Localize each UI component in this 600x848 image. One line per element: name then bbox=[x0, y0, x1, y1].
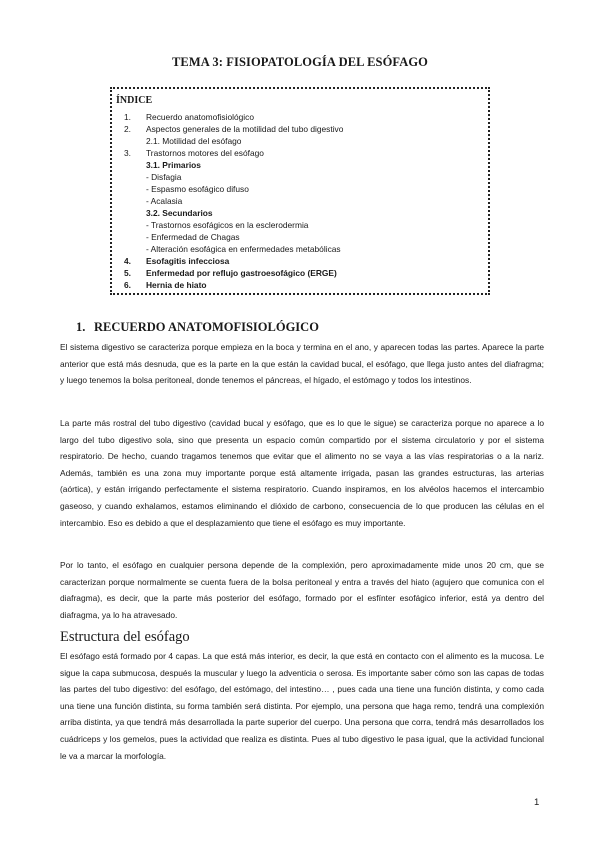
page-title: TEMA 3: FISIOPATOLOGÍA DEL ESÓFAGO bbox=[172, 55, 428, 69]
toc-item-label: Trastornos motores del esófago bbox=[146, 148, 264, 158]
toc-item-label: - Disfagia bbox=[146, 172, 182, 182]
paragraph: El sistema digestivo se caracteriza porque empieza en la boca y termina en el ano, y aparecen todas las partes. Aparece la parte anterior que está más desnuda, que es la parte en la que están la cavidad bucal, el esófago, que llega justo antes del diafragma; y luego tenemos la bolsa peritoneal, donde tenemos el páncreas, el hígado, el estómago y todos los intestinos. bbox=[60, 342, 544, 386]
paragraph: Por lo tanto, el esófago en cualquier persona depende de la complexión, pero aproximadamente mide unos 20 cm, que se caracterizan porque normalmente se cuenta fuera de la bolsa peritoneal y entra a través del hiato (agujero que comunica con el diafragma), es decir, que la parte más posterior del esófago, formado por el esfínter esofágico inferior, está ya dentro del diafragma, ya lo ha atravesado. bbox=[60, 560, 544, 620]
toc-item-label: - Enfermedad de Chagas bbox=[146, 232, 240, 242]
toc-item-label: - Alteración esofágica en enfermedades metabólicas bbox=[146, 244, 341, 254]
section-title: RECUERDO ANATOMOFISIOLÓGICO bbox=[94, 320, 319, 334]
toc-item-label: Esofagitis infecciosa bbox=[146, 256, 230, 266]
toc-item-label: - Espasmo esofágico difuso bbox=[146, 184, 249, 194]
subsection-heading: Estructura del esófago bbox=[60, 629, 190, 645]
toc-item-label: 3.2. Secundarios bbox=[146, 208, 213, 218]
section-number: 1. bbox=[76, 320, 86, 334]
toc-item-label: Enfermedad por reflujo gastroesofágico (ERGE) bbox=[146, 268, 337, 278]
paragraph: El esófago está formado por 4 capas. La que está más interior, es decir, la que está en contacto con el alimento es la mucosa. Le sigue la capa submucosa, después la muscular y luego la adventicia o serosa. Es importante saber cómo son las capas de todas las partes del tubo digestivo: del esófago, del estómago, del intestino… , pues cada una tiene una función distinta, y como cada una tiene una función distinta, su forma también será distinta. Por ejemplo, una persona que haga remo, tendrá una complexión arriba distinta, ya que tendrá más desarrollada la parte superior del cuerpo. Una persona que corra, tendrá más desarrollados los cuádriceps y los gemelos, pues la actividad que realiza es distinta. Pues al tubo digestivo le pasa igual, que la actividad funcional le va a marcar la morfología. bbox=[60, 651, 544, 761]
toc-item-label: - Trastornos esofágicos en la esclerodermia bbox=[146, 220, 309, 230]
toc-item-number: 3. bbox=[124, 148, 131, 158]
toc-item-label: Recuerdo anatomofisiológico bbox=[146, 112, 255, 122]
toc-item-label: Hernia de hiato bbox=[146, 280, 207, 290]
toc-item-label: 3.1. Primarios bbox=[146, 160, 201, 170]
toc-item-label: 2.1. Motilidad del esófago bbox=[146, 136, 242, 146]
page-number: 1 bbox=[534, 797, 540, 808]
toc-heading: ÍNDICE bbox=[116, 95, 153, 106]
toc-item-number: 4. bbox=[124, 256, 131, 266]
toc-item-label: Aspectos generales de la motilidad del tubo digestivo bbox=[146, 124, 344, 134]
toc-item-number: 6. bbox=[124, 280, 131, 290]
toc-item-label: - Acalasia bbox=[146, 196, 183, 206]
toc-item-number: 2. bbox=[124, 124, 131, 134]
toc-item-number: 5. bbox=[124, 268, 131, 278]
toc-item-number: 1. bbox=[124, 112, 131, 122]
paragraph: La parte más rostral del tubo digestivo (cavidad bucal y esófago, que es lo que le sigue) se caracteriza porque no aparece a lo largo del tubo digestivo sola, sino que presenta un espacio común compartido por el sistema circulatorio y por el sistema respiratorio. De hecho, cuando tragamos tenemos que evitar que el alimento no se vaya a las vías respiratorias o a la nariz. Además, también es una zona muy importante porque está altamente irrigada, pasan las grandes estructuras, las arterias (aórtica), y están irrigando perfectamente el sistema respiratorio. Cuando inspiramos, en los alvéolos hacemos el intercambio gaseoso, y cuando exhalamos, estamos eliminando el dióxido de carbono, consecuencia de lo que producen las células en el intercambio. Eso es debido a que el desplazamiento que tiene el esófago es muy importante. bbox=[60, 418, 544, 528]
